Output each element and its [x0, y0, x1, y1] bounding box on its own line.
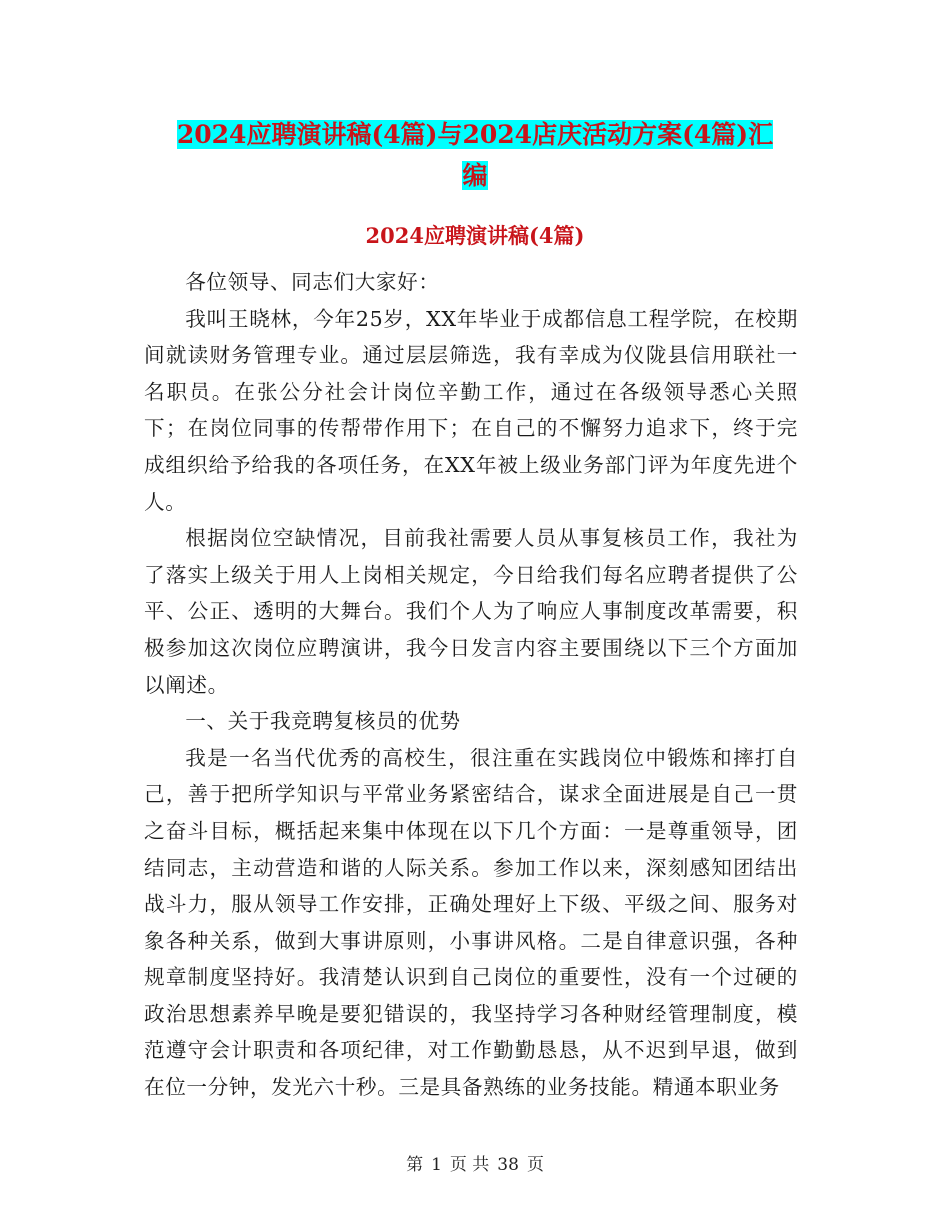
body-text: [144, 264, 798, 1106]
document-title: [140, 114, 810, 196]
footer-suffix: 页: [526, 1155, 544, 1175]
page-footer: [0, 1153, 950, 1177]
section-title: 2024应聘演讲稿(4篇): [365, 223, 585, 248]
document-title-line1: 2024应聘演讲稿(4篇)与2024店庆活动方案(4篇)汇: [176, 120, 774, 149]
footer-total-pages: 38: [497, 1155, 519, 1175]
footer-middle: 页 共: [449, 1155, 490, 1175]
paragraph-advantages: 我是一名当代优秀的高校生，很注重在实践岗位中锻炼和摔打自己，善于把所学知识与平常业务紧密结合，谋求全面进展是自己一贯之奋斗目标，概括起来集中体现在以下几个方面：一是尊重领导，团结同志，主动营造和谐的人际关系。参加工作以来，深刻感知团结出战斗力，服从领导工作安排，正确处理好上下级、平级之间、服务对象各种关系，做到大事讲原则，小事讲风格。二是自律意识强，各种规章制度坚持好。我清楚认识到自己岗位的重要性，没有一个过硬的政治思想素养早晚是要犯错误的，我坚持学习各种财经管理制度，模范遵守会计职责和各项纪律，对工作勤勤恳恳，从不迟到早退，做到在位一分钟，发光六十秒。三是具备熟练的业务技能。精通本职业务: [144, 745, 798, 1100]
document-title-line2: 编: [462, 161, 488, 190]
footer-prefix: 第: [406, 1155, 424, 1175]
paragraph-introduction: 我叫王晓林，今年25岁，XX年毕业于成都信息工程学院，在校期间就读财务管理专业。通过层层筛选，我有幸成为仪陇县信用联社一名职员。在张公分社会计岗位辛勤工作，通过在各级领导悉心关照下；在岗位同事的传帮带作用下；在自己的不懈努力追求下，终于完成组织给予给我的各项任务，在XX年被上级业务部门评为年度先进个人。: [144, 306, 798, 514]
footer-current-page: 1: [431, 1155, 442, 1175]
paragraph-greeting: 各位领导、同志们大家好：: [185, 270, 440, 294]
paragraph-background: 根据岗位空缺情况，目前我社需要人员从事复核员工作，我社为了落实上级关于用人上岗相关规定，今日给我们每名应聘者提供了公平、公正、透明的大舞台。我们个人为了响应人事制度改革需要，积极参加这次岗位应聘演讲，我今日发言内容主要围绕以下三个方面加以阐述。: [144, 526, 798, 697]
paragraph-heading-advantages: 一、关于我竞聘复核员的优势: [185, 709, 461, 734]
